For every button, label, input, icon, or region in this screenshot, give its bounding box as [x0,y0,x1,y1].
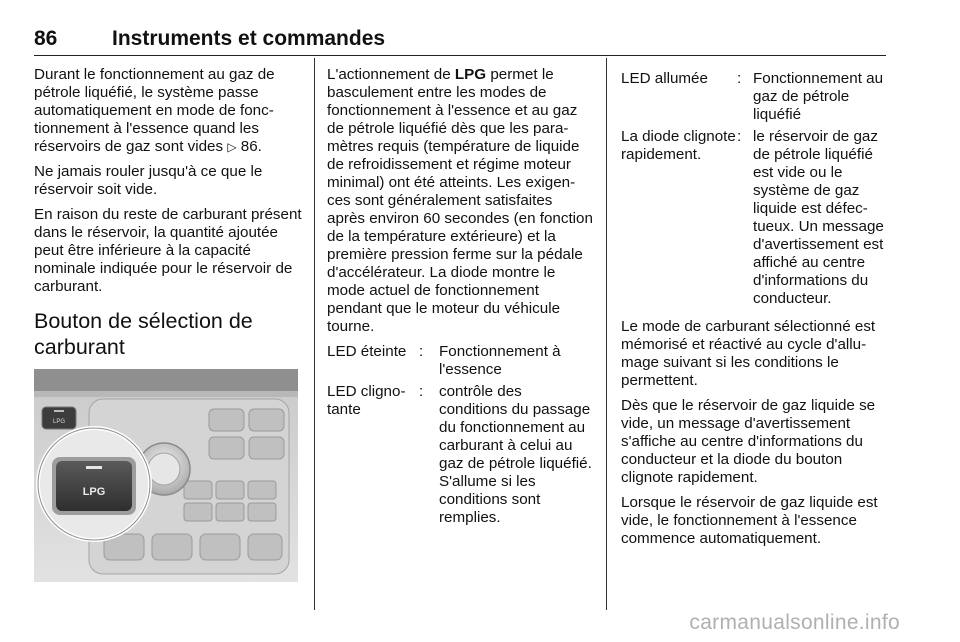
paragraph-auto-switch: Durant le fonctionnement au gaz de pétrole liquéfié, le système passe automatiquement en mode de fonctionnement à l'essence quand les réservoirs de gaz sont vides ▷ 86. [34,66,275,155]
led-status-list-continued [621,70,889,308]
center-console-illustration [34,369,298,582]
column-left [34,66,302,374]
paragraph-auto-petrol: Lorsque le réservoir de gaz liquide est vide, le fonctionnement à l'essence commence automatiquement. [621,494,878,547]
small-lpg-label: LPG [52,419,66,425]
column-right [621,66,889,555]
watermark: carmanualsonline.info [689,611,900,634]
paragraph-memorized-mode: Le mode de carburant sélectionné est mémorisé et réactivé au cycle d'allumage suivant si les conditions le permettent. [621,318,876,389]
led-status-list [327,343,593,527]
column-middle [327,66,593,537]
page-reference-icon: ▷ [227,140,237,154]
list-item: LED allumée : Fonctionnement au gaz de pétrole liquéfié [621,70,884,123]
page-header [34,27,886,56]
list-item: LED éteinte : Fonctionnement à l'essence [327,343,561,378]
section-heading: Bouton de sélection de carburant [34,309,253,359]
list-item: La diode clignote rapidement. : le réservoir de gaz de pétrole liquéfié est vide ou le système de gaz liquide est défectueux. Un message d'avertissement est affiché au centre d'informations du conducteur. [621,128,884,307]
paragraph-warning-empty: Ne jamais rouler jusqu'à ce que le réservoir soit vide. [34,163,263,198]
lpg-button-photo [34,369,298,582]
list-item: LED clignotante : contrôle des conditions du passage du fonctionnement au carburant à celui au gaz de pétrole liquéfié. S'allume si les conditions sont remplies. [327,383,592,526]
page-number: 86 [34,27,58,50]
page-title: Instruments et commandes [112,27,386,50]
column-divider-2 [606,58,607,610]
lpg-keyword: LPG [454,66,487,83]
paragraph-lpg-intro: L'actionnement de LPG permet le basculement entre les modes de fonctionnement à l'essence et au gaz de pétrole liquéfié dès que les paramètres requis (température de liquide de refroidissement et régime moteur minimal) ont été atteints. Les exigences sont généralement satisfaites après environ 60 secondes (en fonction de la température extérieure) et la première pression ferme sur la pédale d'accélérateur. La diode montre le mode actuel de fonctionnement pendant que le moteur du véhicule tourne. [327,66,593,335]
paragraph-empty-warning: Dès que le réservoir de gaz liquide se vide, un message d'avertissement s'affiche au centre d'informations du conducteur et la diode du bouton clignote rapidement. [621,397,876,486]
lpg-button-label: LPG [82,486,106,498]
paragraph-capacity: En raison du reste de carburant présent dans le réservoir, la quantité ajoutée peut être inférieure à la capacité nominale indiquée pour le réservoir de carburant. [34,206,302,295]
column-divider-1 [314,58,315,610]
